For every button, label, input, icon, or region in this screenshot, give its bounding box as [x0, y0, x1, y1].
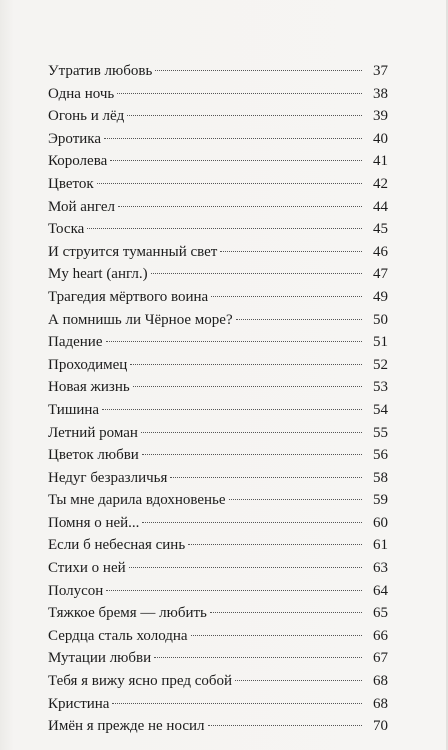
toc-entry — [48, 693, 388, 716]
toc-entry — [48, 625, 388, 648]
toc-entry — [48, 489, 388, 512]
toc-entry-title: Цветок любви — [48, 447, 139, 464]
toc-entry-page-number: 47 — [373, 266, 388, 283]
toc-entry-title: Летний роман — [48, 424, 138, 441]
toc-entry — [48, 647, 388, 670]
dot-leader — [104, 138, 362, 139]
toc-entry-title: Падение — [48, 334, 103, 351]
table-of-contents — [48, 60, 388, 738]
toc-entry-page-number: 58 — [373, 469, 388, 486]
dot-leader — [155, 70, 362, 71]
toc-entry-title: My heart (англ.) — [48, 266, 148, 283]
toc-entry-title: Проходимец — [48, 356, 128, 373]
toc-entry — [48, 309, 388, 332]
toc-entry-page-number: 46 — [373, 243, 388, 260]
toc-entry-page-number: 56 — [373, 447, 388, 464]
dot-leader — [102, 409, 362, 410]
toc-entry — [48, 399, 388, 422]
toc-entry-title: Новая жизнь — [48, 379, 130, 396]
toc-entry-title: Тоска — [48, 221, 85, 238]
toc-entry — [48, 376, 388, 399]
toc-entry-page-number: 65 — [373, 605, 388, 622]
toc-entry — [48, 580, 388, 603]
dot-leader — [129, 567, 362, 568]
toc-entry — [48, 602, 388, 625]
toc-entry — [48, 331, 388, 354]
dot-leader — [229, 499, 362, 500]
toc-entry-title: Если б небесная синь — [48, 537, 186, 554]
toc-entry-title: А помнишь ли Чёрное море? — [48, 311, 233, 328]
toc-entry-page-number: 42 — [373, 175, 388, 192]
dot-leader — [236, 319, 362, 320]
toc-entry-page-number: 67 — [373, 650, 388, 667]
toc-entry-title: Стихи о ней — [48, 560, 126, 577]
dot-leader — [118, 206, 362, 207]
toc-entry — [48, 467, 388, 490]
toc-entry-page-number: 41 — [373, 153, 388, 170]
toc-entry — [48, 196, 388, 219]
toc-entry-page-number: 63 — [373, 560, 388, 577]
toc-entry-title: Имён я прежде не носил — [48, 718, 205, 735]
toc-entry-title: Тишина — [48, 401, 100, 418]
toc-entry-title: Сердца сталь холодна — [48, 627, 188, 644]
toc-entry — [48, 83, 388, 106]
toc-entry — [48, 422, 388, 445]
dot-leader — [87, 228, 362, 229]
toc-entry-page-number: 45 — [373, 221, 388, 238]
toc-entry-title: Ты мне дарила вдохновенье — [48, 492, 226, 509]
dot-leader — [97, 183, 362, 184]
toc-entry — [48, 263, 388, 286]
toc-entry-page-number: 52 — [373, 356, 388, 373]
dot-leader — [127, 115, 362, 116]
toc-entry-page-number: 54 — [373, 401, 388, 418]
toc-entry — [48, 534, 388, 557]
dot-leader — [220, 251, 362, 252]
toc-entry — [48, 105, 388, 128]
toc-entry-page-number: 50 — [373, 311, 388, 328]
toc-entry-page-number: 49 — [373, 288, 388, 305]
toc-entry-page-number: 60 — [373, 514, 388, 531]
toc-entry-title: Тебя я вижу ясно пред собой — [48, 673, 233, 690]
toc-entry-title: Огонь и лёд — [48, 108, 125, 125]
toc-entry-page-number: 38 — [373, 85, 388, 102]
toc-entry-title: Помня о ней... — [48, 514, 140, 531]
toc-entry — [48, 218, 388, 241]
toc-entry — [48, 173, 388, 196]
toc-entry-page-number: 64 — [373, 582, 388, 599]
toc-entry — [48, 444, 388, 467]
toc-entry-page-number: 70 — [373, 718, 388, 735]
toc-entry — [48, 286, 388, 309]
dot-leader — [191, 635, 362, 636]
toc-entry — [48, 60, 388, 83]
dot-leader — [142, 454, 362, 455]
dot-leader — [141, 432, 362, 433]
toc-entry-page-number: 44 — [373, 198, 388, 215]
dot-leader — [142, 522, 362, 523]
dot-leader — [210, 612, 362, 613]
toc-entry-page-number: 40 — [373, 130, 388, 147]
toc-entry-title: Мой ангел — [48, 198, 116, 215]
dot-leader — [133, 386, 362, 387]
toc-entry-title: Эротика — [48, 130, 102, 147]
dot-leader — [170, 477, 362, 478]
dot-leader — [211, 296, 362, 297]
toc-entry — [48, 670, 388, 693]
toc-entry-page-number: 51 — [373, 334, 388, 351]
dot-leader — [235, 680, 362, 681]
toc-entry-page-number: 68 — [373, 695, 388, 712]
toc-entry-title: Королева — [48, 153, 108, 170]
dot-leader — [188, 544, 362, 545]
toc-entry — [48, 512, 388, 535]
toc-entry-page-number: 66 — [373, 627, 388, 644]
toc-entry-title: Мутации любви — [48, 650, 152, 667]
toc-entry — [48, 715, 388, 738]
toc-entry-title: Тяжкое бремя — любить — [48, 605, 207, 622]
toc-entry-page-number: 37 — [373, 63, 388, 79]
toc-entry — [48, 241, 388, 264]
toc-entry-page-number: 61 — [373, 537, 388, 554]
toc-entry — [48, 128, 388, 151]
toc-entry-title: Одна ночь — [48, 85, 115, 102]
toc-entry-title: Полусон — [48, 582, 104, 599]
dot-leader — [106, 590, 362, 591]
toc-entry-title: Утратив любовь — [48, 63, 153, 79]
toc-entry-title: Трагедия мёртвого воина — [48, 288, 209, 305]
toc-entry-title: Кристина — [48, 695, 110, 712]
dot-leader — [110, 160, 362, 161]
toc-entry-title: Недуг безразличья — [48, 469, 168, 486]
toc-entry-page-number: 53 — [373, 379, 388, 396]
toc-entry-page-number: 39 — [373, 108, 388, 125]
dot-leader — [208, 725, 362, 726]
dot-leader — [112, 703, 362, 704]
dot-leader — [117, 93, 362, 94]
toc-entry-title: Цветок — [48, 175, 94, 192]
dot-leader — [106, 341, 363, 342]
dot-leader — [154, 657, 362, 658]
toc-entry — [48, 150, 388, 173]
dot-leader — [151, 273, 362, 274]
toc-entry-page-number: 59 — [373, 492, 388, 509]
toc-entry-page-number: 55 — [373, 424, 388, 441]
toc-entry-page-number: 68 — [373, 673, 388, 690]
toc-entry — [48, 557, 388, 580]
toc-entry — [48, 354, 388, 377]
toc-entry-title: И струится туманный свет — [48, 243, 218, 260]
dot-leader — [130, 364, 362, 365]
